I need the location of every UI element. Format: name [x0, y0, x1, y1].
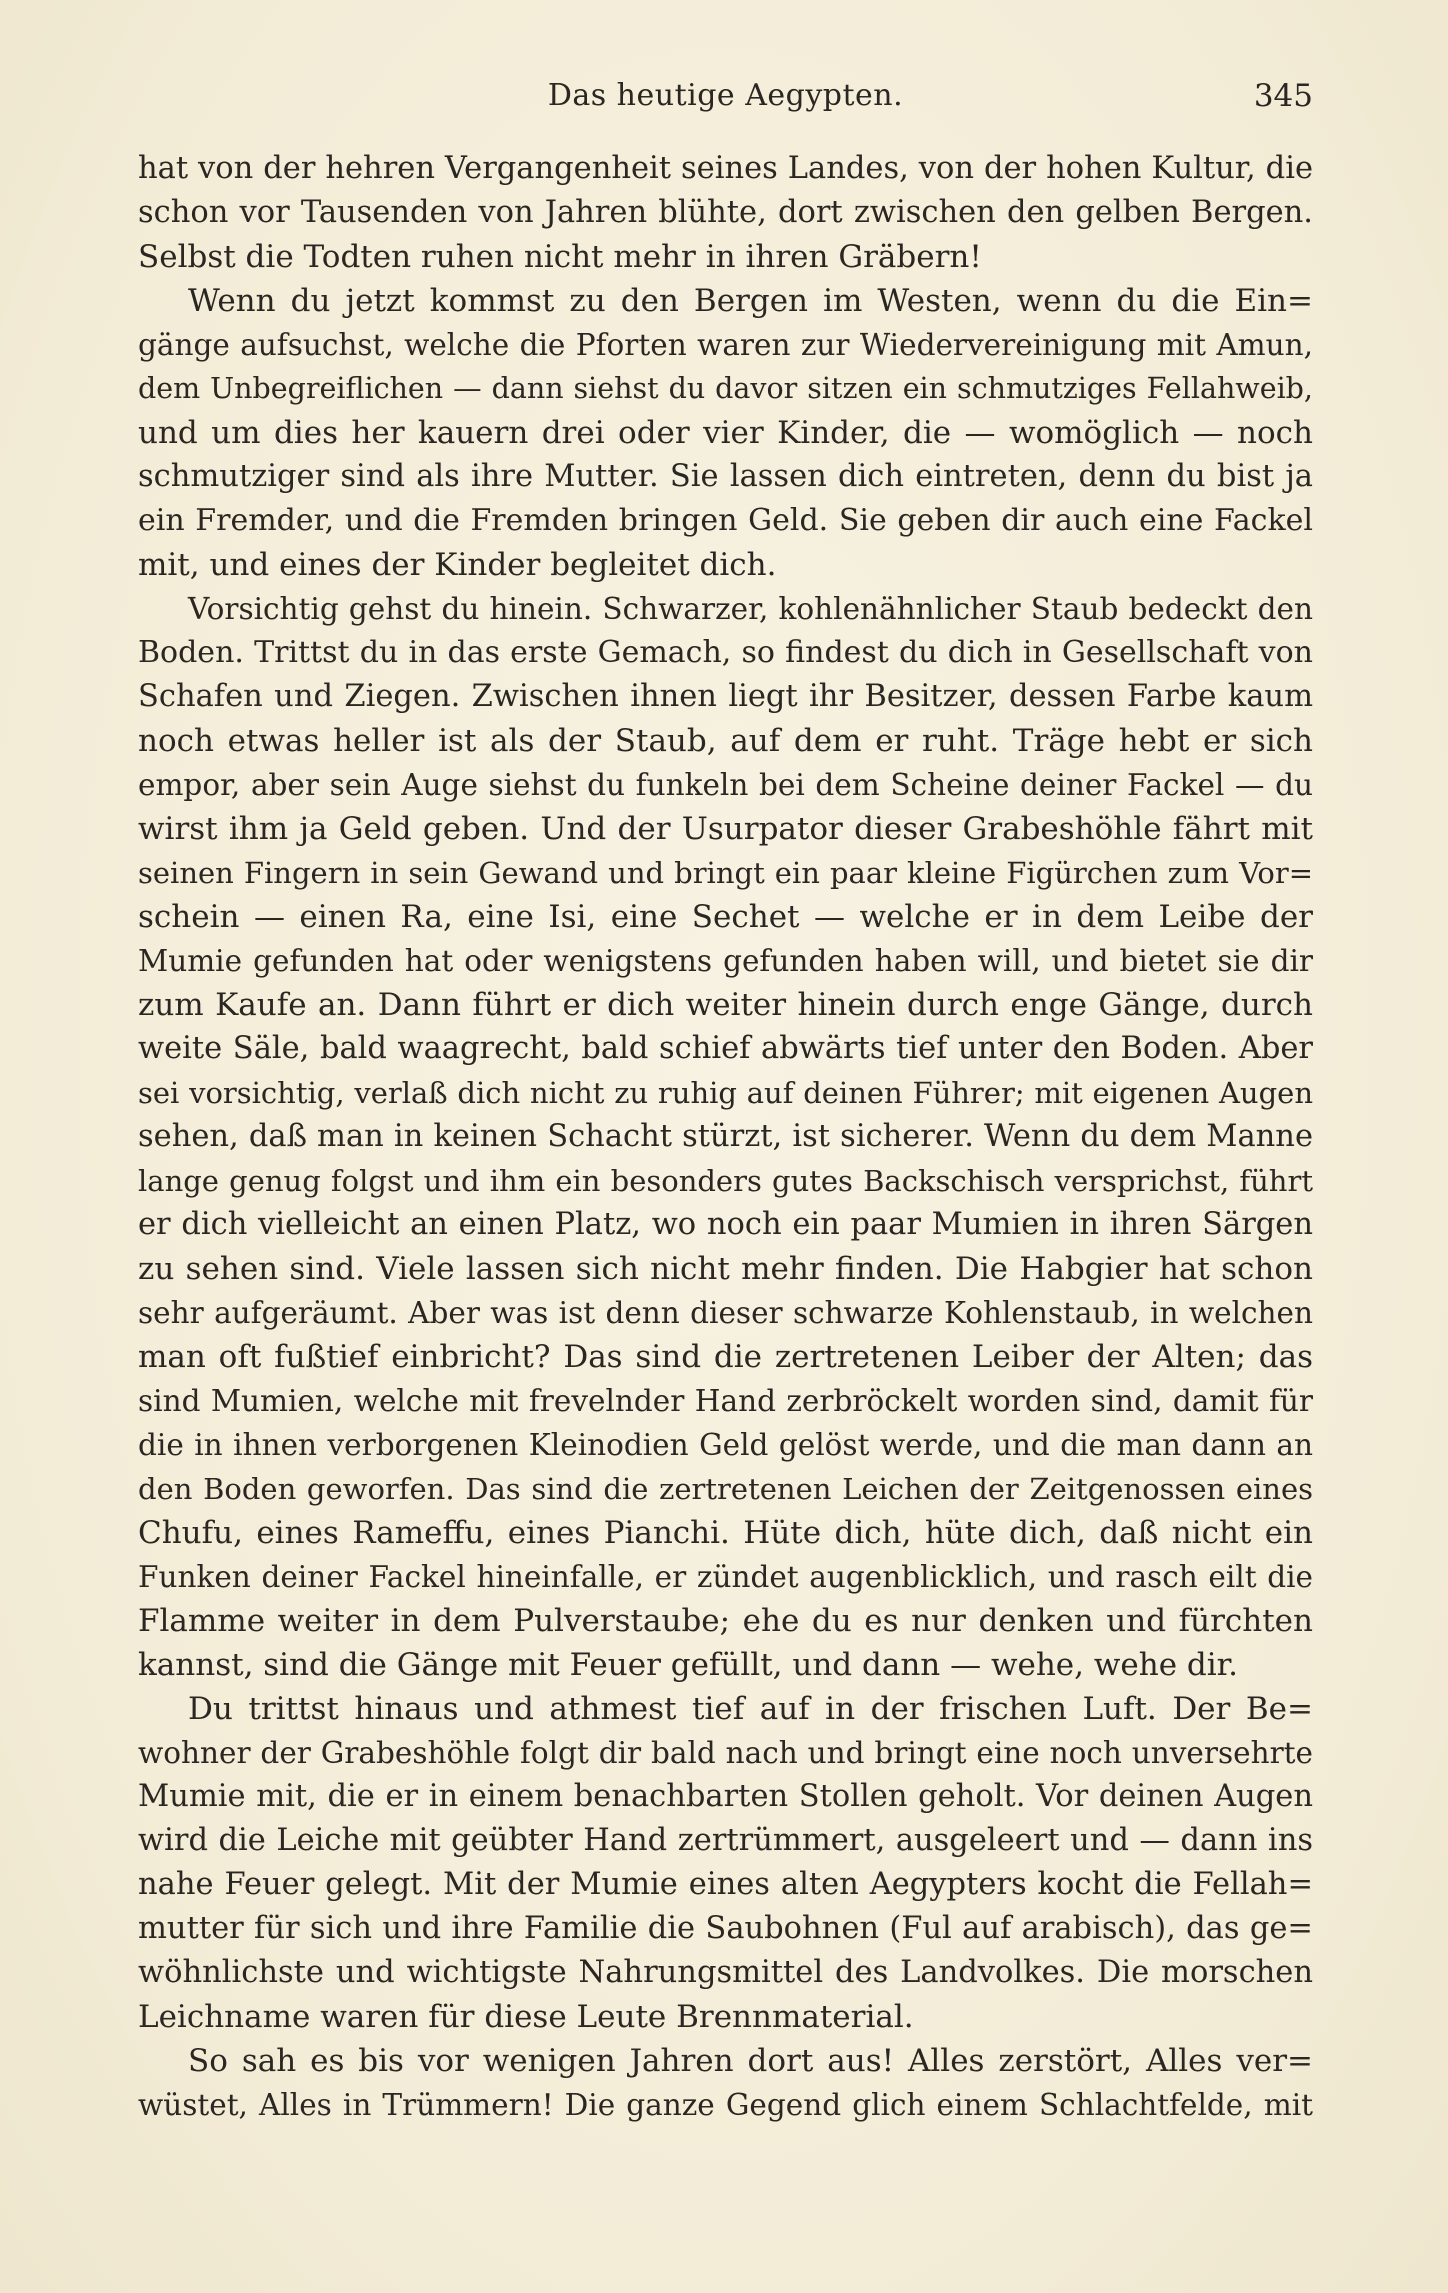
- text-line: sind Mumien, welche mit frevelnder Hand zerbröckelt worden sind, damit für: [138, 1384, 1313, 1418]
- text-line: zum Kaufe an. Dann führt er dich weiter hinein durch enge Gänge, durch: [138, 987, 1313, 1023]
- running-title: Das heutige Aegypten.: [547, 78, 904, 113]
- text-line: Funken deiner Fackel hineinfalle, er zündet augenblicklich, und rasch eilt die: [138, 1560, 1313, 1594]
- text-line: Selbst die Todten ruhen nicht mehr in ihren Gräbern!: [138, 239, 982, 275]
- text-line: er dich vielleicht an einen Platz, wo noch ein paar Mumien in ihren Särgen: [138, 1207, 1313, 1242]
- text-line: Mumie gefunden hat oder wenigstens gefunden haben will, und bietet sie dir: [138, 944, 1313, 978]
- text-line: nahe Feuer gelegt. Mit der Mumie eines alten Aegypters kocht die Fellah=: [138, 1867, 1313, 1902]
- text-line: und um dies her kauern drei oder vier Kinder, die — womöglich — noch: [138, 415, 1313, 451]
- text-line: Du trittst hinaus und athmest tief auf in der frischen Luft. Der Be=: [188, 1691, 1313, 1727]
- text-line: gänge aufsuchst, welche die Pforten waren zur Wiedervereinigung mit Amun,: [138, 328, 1313, 362]
- text-line: den Boden geworfen. Das sind die zertretenen Leichen der Zeitgenossen eines: [138, 1472, 1313, 1506]
- text-line: wüstet, Alles in Trümmern! Die ganze Gegend glich einem Schlachtfelde, mit: [138, 2088, 1313, 2122]
- text-line: noch etwas heller ist als der Staub, auf dem er ruht. Träge hebt er sich: [138, 723, 1313, 759]
- text-line: Flamme weiter in dem Pulverstaube; ehe du es nur denken und fürchten: [138, 1603, 1313, 1639]
- text-line: kannst, sind die Gänge mit Feuer gefüllt, und dann — wehe, wehe dir.: [138, 1647, 1238, 1683]
- text-line: empor, aber sein Auge siehst du funkeln bei dem Scheine deiner Fackel — du: [138, 768, 1313, 802]
- text-line: Mumie mit, die er in einem benachbarten Stollen geholt. Vor deinen Augen: [138, 1779, 1313, 1814]
- text-line: dem Unbegreiflichen — dann siehst du davor sitzen ein schmutziges Fellahweib,: [138, 372, 1313, 405]
- text-line: lange genug folgst und ihm ein besonders gutes Backschisch versprichst, führt: [138, 1164, 1313, 1198]
- text-line: weite Säle, bald waagrecht, bald schief abwärts tief unter den Boden. Aber: [138, 1031, 1313, 1066]
- text-line: wohner der Grabeshöhle folgt dir bald nach und bringt eine noch unversehrte: [138, 1736, 1313, 1770]
- text-line: Schafen und Ziegen. Zwischen ihnen liegt ihr Besitzer, dessen Farbe kaum: [138, 679, 1313, 714]
- text-line: schein — einen Ra, eine Isi, eine Sechet — welche er in dem Leibe der: [138, 899, 1313, 935]
- text-line: mit, und eines der Kinder begleitet dich.: [138, 547, 777, 583]
- body-text: [138, 147, 1313, 2127]
- text-line: hat von der hehren Vergangenheit seines Landes, von der hohen Kultur, die: [138, 151, 1313, 186]
- text-line: sei vorsichtig, verlaß dich nicht zu ruhig auf deinen Führer; mit eigenen Augen: [138, 1076, 1313, 1110]
- text-line: Boden. Trittst du in das erste Gemach, so findest du dich in Gesellschaft von: [138, 635, 1313, 670]
- text-line: seinen Fingern in sein Gewand und bringt ein paar kleine Figürchen zum Vor=: [138, 856, 1313, 890]
- text-line: schmutziger sind als ihre Mutter. Sie lassen dich eintreten, denn du bist ja: [138, 459, 1313, 494]
- page-number: 345: [1253, 78, 1313, 114]
- text-line: Wenn du jetzt kommst zu den Bergen im Westen, wenn du die Ein=: [188, 283, 1313, 319]
- text-line: So sah es bis vor wenigen Jahren dort aus! Alles zerstört, Alles ver=: [188, 2043, 1313, 2079]
- text-line: sehen, daß man in keinen Schacht stürzt, ist sicherer. Wenn du dem Manne: [138, 1119, 1313, 1154]
- text-line: mutter für sich und ihre Familie die Saubohnen (Ful auf arabisch), das ge=: [138, 1911, 1313, 1946]
- text-line: die in ihnen verborgenen Kleinodien Geld gelöst werde, und die man dann an: [138, 1428, 1313, 1462]
- text-line: Chufu, eines Rameffu, eines Pianchi. Hüte dich, hüte dich, daß nicht ein: [138, 1515, 1313, 1551]
- text-line: Vorsichtig gehst du hinein. Schwarzer, kohlenähnlicher Staub bedeckt den: [188, 592, 1313, 626]
- text-line: ein Fremder, und die Fremden bringen Geld. Sie geben dir auch eine Fackel: [138, 503, 1313, 538]
- text-line: sehr aufgeräumt. Aber was ist denn dieser schwarze Kohlenstaub, in welchen: [138, 1296, 1313, 1330]
- text-line: man oft fußtief einbricht? Das sind die zertretenen Leiber der Alten; das: [138, 1339, 1313, 1375]
- text-line: wird die Leiche mit geübter Hand zertrümmert, ausgeleert und — dann ins: [138, 1823, 1313, 1858]
- text-line: Leichname waren für diese Leute Brennmaterial.: [138, 1999, 914, 2035]
- text-line: schon vor Tausenden von Jahren blühte, dort zwischen den gelben Bergen.: [138, 195, 1313, 230]
- page-header: [138, 78, 1313, 118]
- text-line: wirst ihm ja Geld geben. Und der Usurpator dieser Grabeshöhle fährt mit: [138, 811, 1313, 847]
- text-line: wöhnlichste und wichtigste Nahrungsmittel des Landvolkes. Die morschen: [138, 1955, 1313, 1990]
- text-line: zu sehen sind. Viele lassen sich nicht mehr finden. Die Habgier hat schon: [138, 1251, 1313, 1287]
